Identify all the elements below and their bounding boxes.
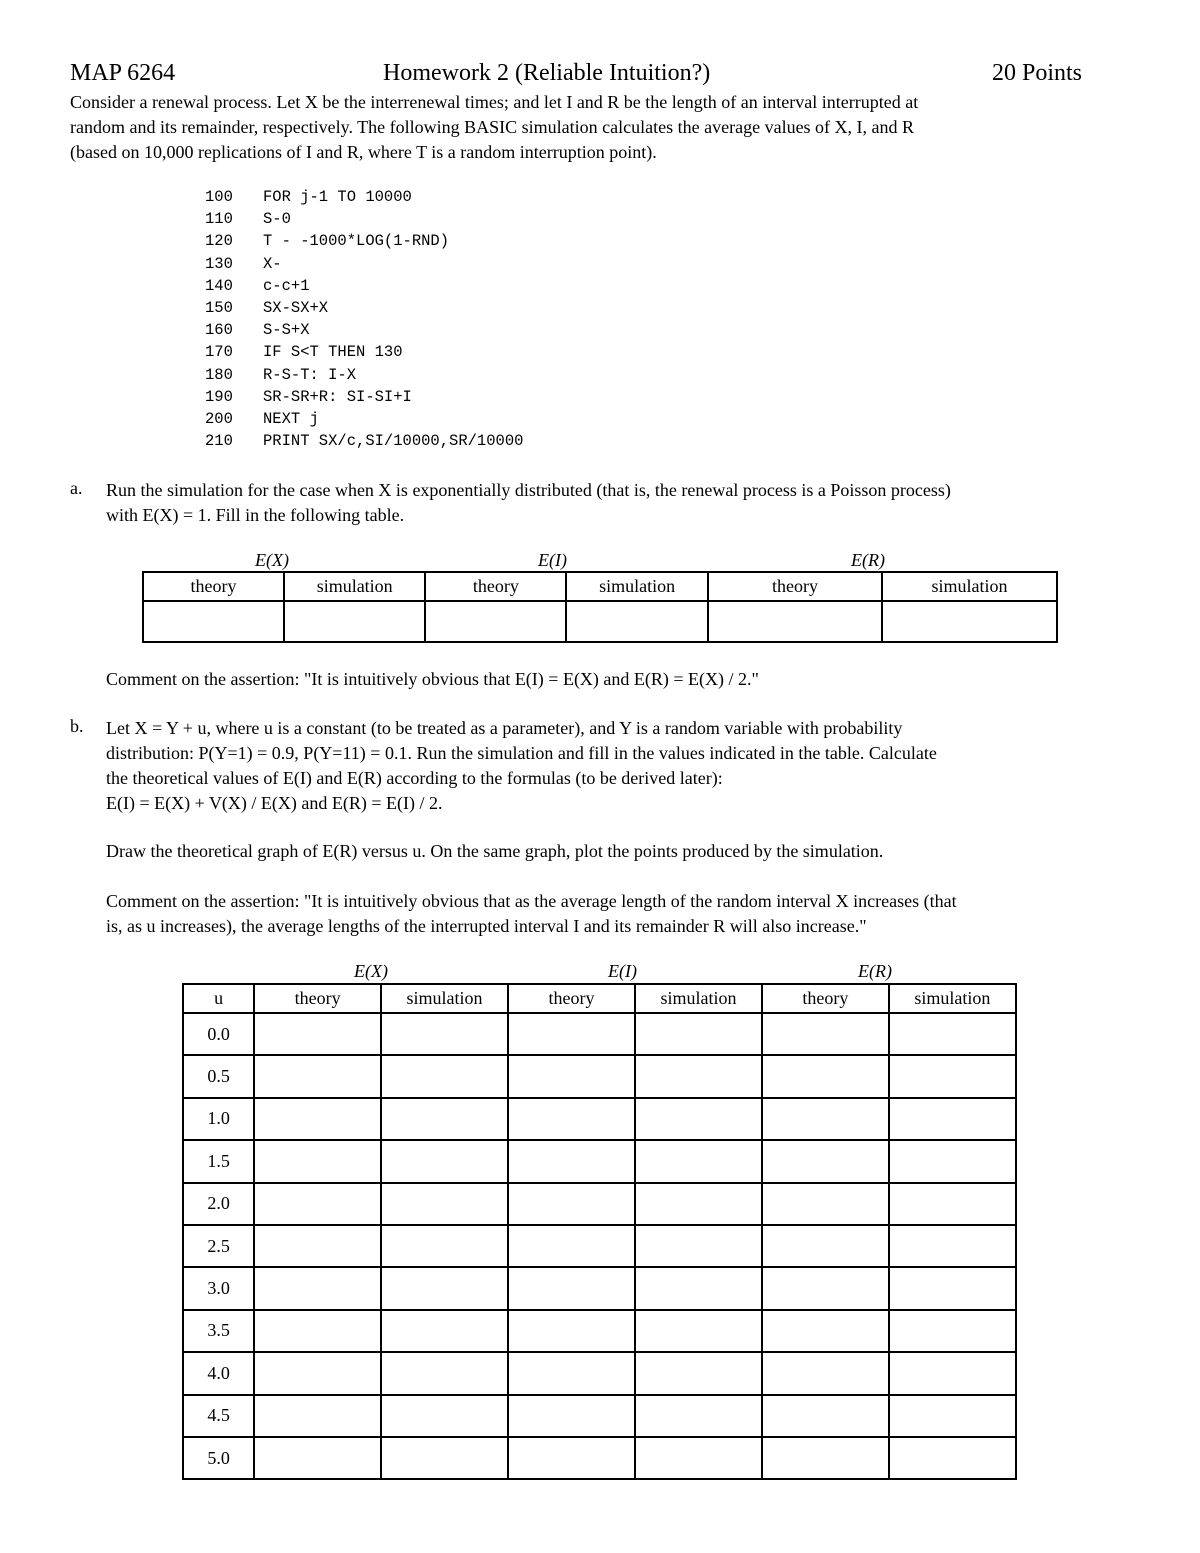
- part-b-label: b.: [70, 716, 84, 736]
- answer-cell[interactable]: [381, 1310, 508, 1352]
- code-line-number: 170: [205, 343, 233, 362]
- code-line: [205, 408, 523, 430]
- course-number: MAP 6264: [70, 60, 176, 86]
- code-statement: c-c+1: [263, 276, 310, 295]
- answer-cell[interactable]: [889, 1352, 1016, 1394]
- answer-cell[interactable]: [762, 1183, 889, 1225]
- answer-cell[interactable]: [762, 1267, 889, 1309]
- column-header-simulation: simulation: [882, 572, 1057, 601]
- group-header-er: E(R): [851, 550, 885, 570]
- answer-cell[interactable]: [381, 1395, 508, 1437]
- answer-cell[interactable]: [381, 1140, 508, 1182]
- answer-cell[interactable]: [889, 1310, 1016, 1352]
- column-header-simulation: simulation: [566, 572, 708, 601]
- u-value-cell: 3.5: [183, 1310, 254, 1352]
- column-header-theory: theory: [254, 984, 381, 1013]
- part-b-text: [106, 716, 1166, 816]
- u-value-cell: 3.0: [183, 1267, 254, 1309]
- answer-cell[interactable]: [508, 1225, 635, 1267]
- code-line-number: 140: [205, 276, 233, 295]
- group-header-ex: E(X): [354, 961, 388, 981]
- code-statement: FOR j-1 TO 10000: [263, 188, 412, 206]
- part-b-comment-line: is, as u increases), the average lengths of the interrupted interval I and its remainder R will also increase.": [106, 916, 867, 936]
- code-statement: IF S<T THEN 130: [263, 343, 403, 362]
- answer-cell[interactable]: [381, 1225, 508, 1267]
- part-b-comment-line: Comment on the assertion: "It is intuitively obvious that as the average length of the random interval X increases (that: [106, 891, 957, 911]
- answer-cell[interactable]: [889, 1183, 1016, 1225]
- part-b-line: E(I) = E(X) + V(X) / E(X) and E(R) = E(I) / 2.: [106, 793, 443, 813]
- code-line-number: 100: [205, 188, 233, 206]
- column-header-theory: theory: [708, 572, 882, 601]
- answer-cell[interactable]: [762, 1225, 889, 1267]
- part-a-text: [106, 478, 1166, 528]
- column-header-theory: theory: [425, 572, 566, 601]
- answer-cell[interactable]: [635, 1183, 762, 1225]
- code-line: [205, 430, 523, 452]
- code-statement: SR-SR+R: SI-SI+I: [263, 387, 412, 406]
- part-a-comment: Comment on the assertion: "It is intuitively obvious that E(I) = E(X) and E(R) = E(X) / 2.": [106, 669, 759, 689]
- part-b-line: the theoretical values of E(I) and E(R) according to the formulas (to be derived later):: [106, 768, 723, 788]
- u-value-cell: 1.5: [183, 1140, 254, 1182]
- answer-cell[interactable]: [254, 1267, 381, 1309]
- answer-cell[interactable]: [508, 1310, 635, 1352]
- answer-cell[interactable]: [889, 1225, 1016, 1267]
- answer-cell[interactable]: [508, 1183, 635, 1225]
- code-line: [205, 297, 523, 319]
- column-header-theory: theory: [508, 984, 635, 1013]
- part-b-line: Let X = Y + u, where u is a constant (to be treated as a parameter), and Y is a random variable with probability: [106, 718, 903, 738]
- table-header-row: [143, 572, 1057, 601]
- answer-cell[interactable]: [381, 1352, 508, 1394]
- intro-paragraph: [70, 90, 1150, 165]
- code-statement: S-0: [263, 210, 291, 229]
- code-line-number: 150: [205, 299, 233, 318]
- code-statement: SX-SX+X: [263, 299, 329, 318]
- answer-cell[interactable]: [635, 1098, 762, 1140]
- code-statement: T - -1000*LOG(1-RND): [263, 232, 450, 251]
- code-line: [205, 253, 523, 275]
- u-value-cell: 4.0: [183, 1352, 254, 1394]
- table-row: [183, 1267, 1016, 1309]
- answer-cell[interactable]: [635, 1055, 762, 1097]
- intro-line: (based on 10,000 replications of I and R, where T is a random interruption point).: [70, 142, 657, 162]
- code-line: [205, 319, 523, 341]
- table-row: [183, 1310, 1016, 1352]
- answer-cell[interactable]: [425, 601, 566, 642]
- answer-cell[interactable]: [254, 1013, 381, 1055]
- answer-cell[interactable]: [762, 1352, 889, 1394]
- answer-cell[interactable]: [381, 1098, 508, 1140]
- answer-cell[interactable]: [381, 1183, 508, 1225]
- answer-cell[interactable]: [508, 1395, 635, 1437]
- code-statement: X-: [263, 254, 282, 273]
- u-value-cell: 2.0: [183, 1183, 254, 1225]
- answer-cell[interactable]: [635, 1437, 762, 1479]
- answer-cell[interactable]: [254, 1098, 381, 1140]
- table-row: [183, 1098, 1016, 1140]
- part-a-table: [142, 571, 1058, 643]
- table-row: [183, 1395, 1016, 1437]
- answer-cell[interactable]: [762, 1140, 889, 1182]
- answer-cell[interactable]: [762, 1013, 889, 1055]
- code-line: [205, 275, 523, 297]
- answer-cell[interactable]: [762, 1098, 889, 1140]
- answer-cell[interactable]: [762, 1310, 889, 1352]
- answer-cell[interactable]: [254, 1183, 381, 1225]
- answer-cell[interactable]: [635, 1013, 762, 1055]
- u-value-cell: 1.0: [183, 1098, 254, 1140]
- column-header-simulation: simulation: [284, 572, 426, 601]
- answer-cell[interactable]: [381, 1055, 508, 1097]
- points-label: 20 Points: [992, 60, 1083, 86]
- table-row: [183, 1225, 1016, 1267]
- answer-cell[interactable]: [254, 1140, 381, 1182]
- code-line-number: 180: [205, 365, 233, 384]
- part-a-line: with E(X) = 1. Fill in the following table.: [106, 505, 405, 525]
- code-line-number: 120: [205, 232, 233, 251]
- answer-cell[interactable]: [708, 601, 882, 642]
- basic-code-listing: [205, 186, 523, 452]
- column-header-simulation: simulation: [635, 984, 762, 1013]
- answer-cell[interactable]: [381, 1437, 508, 1479]
- u-value-cell: 0.0: [183, 1013, 254, 1055]
- group-header-ei: E(I): [538, 550, 567, 570]
- answer-cell[interactable]: [889, 1395, 1016, 1437]
- answer-cell[interactable]: [254, 1352, 381, 1394]
- u-value-cell: 5.0: [183, 1437, 254, 1479]
- code-statement: S-S+X: [263, 321, 310, 340]
- code-line: [205, 386, 523, 408]
- answer-cell[interactable]: [889, 1267, 1016, 1309]
- group-header-er: E(R): [858, 961, 892, 981]
- u-value-cell: 2.5: [183, 1225, 254, 1267]
- code-line-number: 130: [205, 254, 233, 273]
- table-row: [183, 1183, 1016, 1225]
- intro-line: Consider a renewal process. Let X be the interrenewal times; and let I and R be the length of an interval interrupted at: [70, 92, 919, 112]
- code-line: [205, 364, 523, 386]
- answer-cell[interactable]: [635, 1352, 762, 1394]
- answer-cell[interactable]: [381, 1267, 508, 1309]
- answer-cell[interactable]: [254, 1437, 381, 1479]
- answer-cell[interactable]: [254, 1310, 381, 1352]
- code-line: [205, 186, 523, 208]
- intro-line: random and its remainder, respectively. The following BASIC simulation calculates the average values of X, I, and R: [70, 117, 915, 137]
- column-header-simulation: simulation: [381, 984, 508, 1013]
- column-header-theory: theory: [762, 984, 889, 1013]
- code-line-number: 210: [205, 432, 233, 451]
- part-a-label: a.: [70, 478, 83, 498]
- table-row: [143, 601, 1057, 642]
- answer-cell[interactable]: [889, 1437, 1016, 1479]
- answer-cell[interactable]: [882, 601, 1057, 642]
- answer-cell[interactable]: [635, 1267, 762, 1309]
- answer-cell[interactable]: [889, 1098, 1016, 1140]
- column-header-u: u: [183, 984, 254, 1013]
- answer-cell[interactable]: [635, 1310, 762, 1352]
- answer-cell[interactable]: [889, 1055, 1016, 1097]
- answer-cell[interactable]: [762, 1395, 889, 1437]
- answer-cell[interactable]: [566, 601, 708, 642]
- answer-cell[interactable]: [889, 1013, 1016, 1055]
- code-line: [205, 208, 523, 230]
- answer-cell[interactable]: [254, 1055, 381, 1097]
- code-line-number: 190: [205, 387, 233, 406]
- part-b-comment: [106, 889, 1166, 939]
- table-row: [183, 1352, 1016, 1394]
- answer-cell[interactable]: [381, 1013, 508, 1055]
- answer-cell[interactable]: [508, 1140, 635, 1182]
- column-header-simulation: simulation: [889, 984, 1016, 1013]
- answer-cell[interactable]: [254, 1395, 381, 1437]
- answer-cell[interactable]: [143, 601, 284, 642]
- answer-cell[interactable]: [889, 1140, 1016, 1182]
- column-header-theory: theory: [143, 572, 284, 601]
- answer-cell[interactable]: [635, 1225, 762, 1267]
- code-statement: PRINT SX/c,SI/10000,SR/10000: [263, 432, 524, 451]
- answer-cell[interactable]: [508, 1437, 635, 1479]
- answer-cell[interactable]: [508, 1055, 635, 1097]
- homework-title: Homework 2 (Reliable Intuition?): [383, 60, 711, 86]
- table-header-row: [183, 984, 1016, 1013]
- answer-cell[interactable]: [635, 1395, 762, 1437]
- part-b-table: [182, 983, 1017, 1480]
- part-b-draw-instruction: Draw the theoretical graph of E(R) versus u. On the same graph, plot the points produced by the simulation.: [106, 841, 884, 861]
- answer-cell[interactable]: [635, 1140, 762, 1182]
- code-statement: NEXT j: [263, 410, 319, 429]
- table-row: [183, 1013, 1016, 1055]
- code-statement: R-S-T: I-X: [263, 365, 357, 384]
- table-row: [183, 1437, 1016, 1479]
- u-value-cell: 4.5: [183, 1395, 254, 1437]
- code-line: [205, 230, 523, 252]
- code-line-number: 110: [205, 210, 233, 229]
- code-line-number: 200: [205, 410, 233, 429]
- answer-cell[interactable]: [254, 1225, 381, 1267]
- group-header-ei: E(I): [608, 961, 637, 981]
- answer-cell[interactable]: [762, 1055, 889, 1097]
- part-a-line: Run the simulation for the case when X is exponentially distributed (that is, the renewal process is a Poisson process): [106, 480, 951, 500]
- group-header-ex: E(X): [255, 550, 289, 570]
- answer-cell[interactable]: [762, 1437, 889, 1479]
- u-value-cell: 0.5: [183, 1055, 254, 1097]
- code-line: [205, 341, 523, 363]
- answer-cell[interactable]: [508, 1013, 635, 1055]
- table-row: [183, 1140, 1016, 1182]
- part-b-line: distribution: P(Y=1) = 0.9, P(Y=11) = 0.1. Run the simulation and fill in the values indicated in the table. Calculate: [106, 743, 937, 763]
- table-row: [183, 1055, 1016, 1097]
- code-line-number: 160: [205, 321, 233, 340]
- answer-cell[interactable]: [284, 601, 426, 642]
- answer-cell[interactable]: [508, 1352, 635, 1394]
- answer-cell[interactable]: [508, 1267, 635, 1309]
- answer-cell[interactable]: [508, 1098, 635, 1140]
